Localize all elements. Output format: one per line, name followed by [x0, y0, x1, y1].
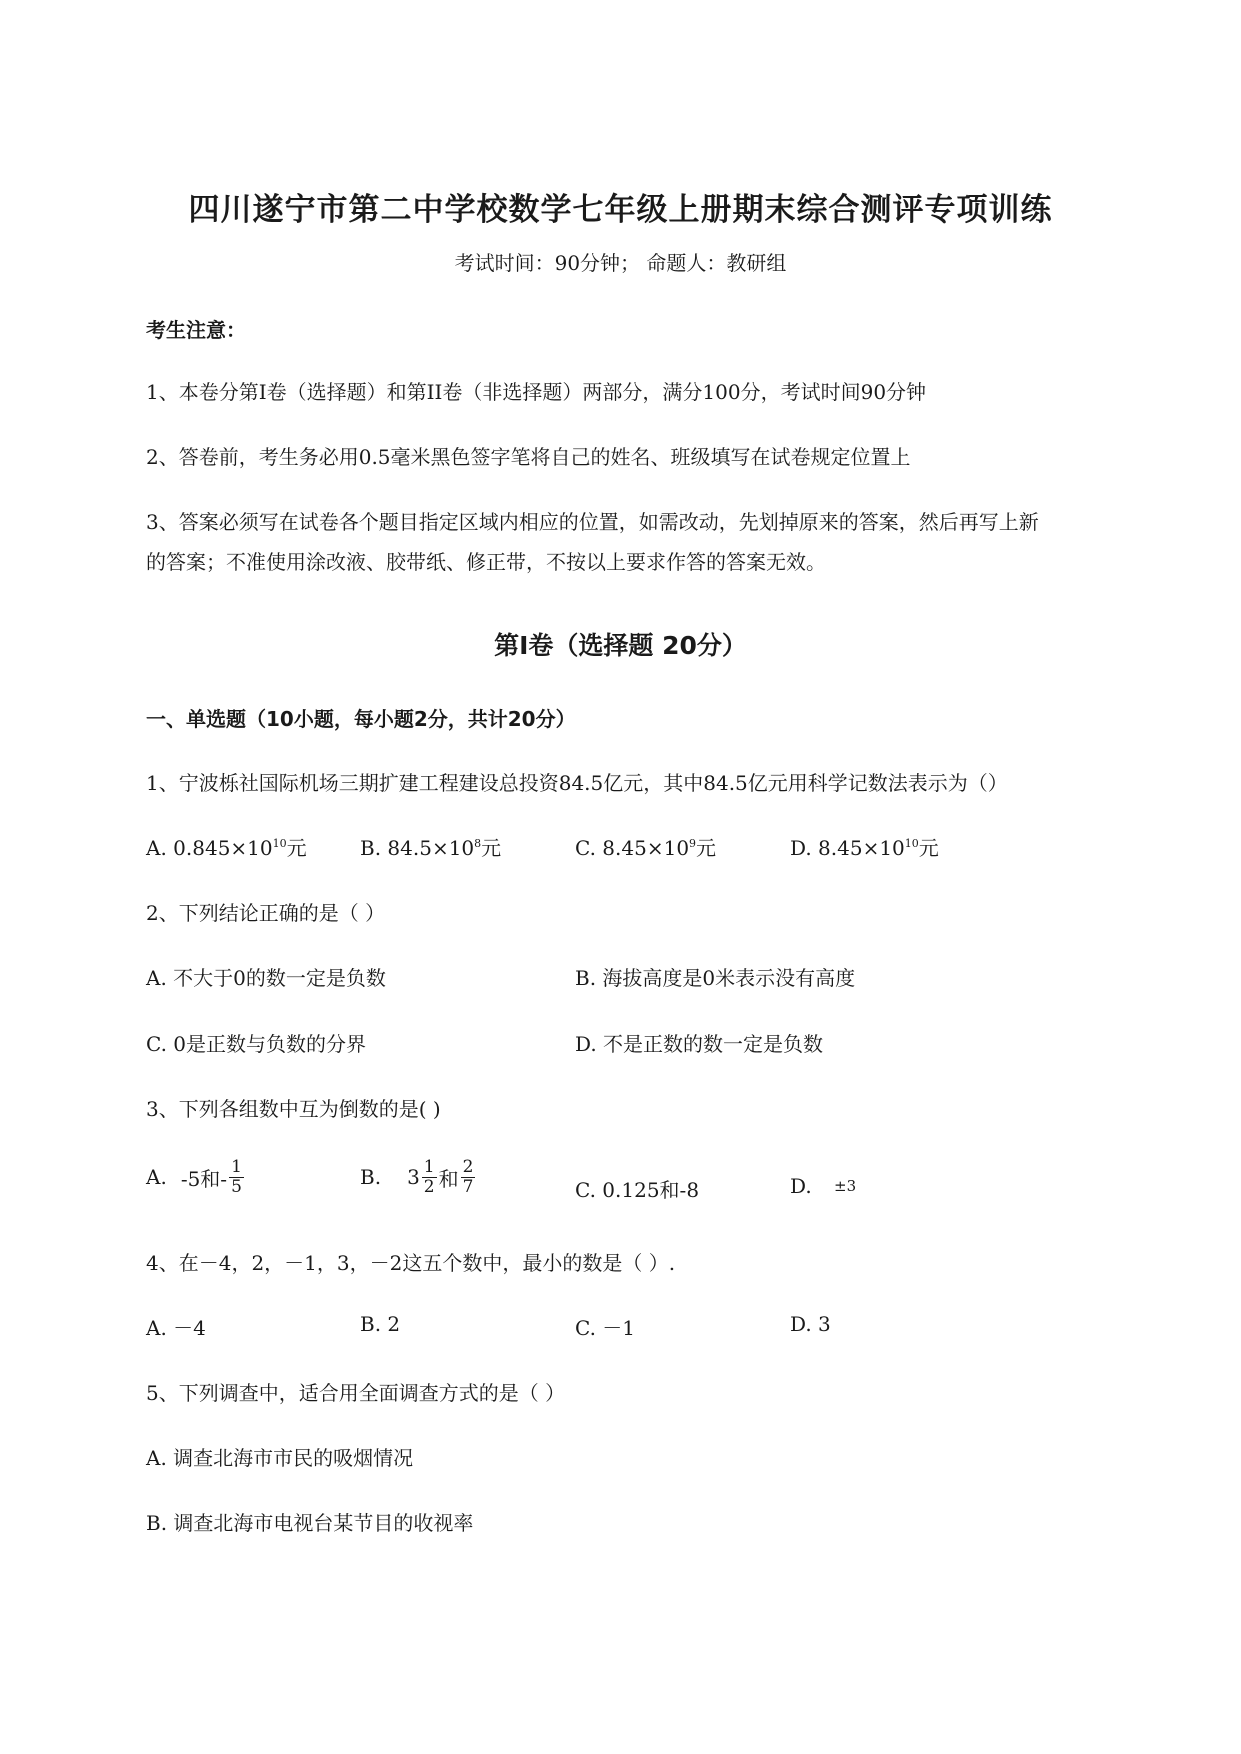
question-3-option-b: B. 3 $\frac{1}{2}$ 和 $\frac{2}{7}$: [360, 1157, 474, 1197]
question-2-option-d: D. 不是正数的数一定是负数: [575, 1032, 824, 1056]
notice-heading: 考生注意：: [146, 318, 246, 342]
question-3-option-c: C. 0.125和-8: [575, 1178, 700, 1202]
question-1-stem: 1、宁波栎社国际机场三期扩建工程建设总投资84.5亿元，其中84.5亿元用科学记数法表示为（）: [146, 771, 1008, 795]
question-3-option-a: A. -5和- $\frac{1}{5}$: [146, 1157, 242, 1197]
question-4-option-d: D. 3: [790, 1312, 831, 1336]
section-title: 第I卷（选择题 20分）: [494, 631, 747, 660]
notice-item-3-cont: 的答案；不准使用涂改液、胶带纸、修正带，不按以上要求作答的答案无效。: [146, 550, 826, 574]
fraction-two-sevenths: $\frac{2}{7}$: [462, 1157, 474, 1197]
question-2-option-c: C. 0是正数与负数的分界: [146, 1032, 367, 1056]
fraction-one-half: $\frac{1}{2}$: [423, 1157, 435, 1197]
question-5-stem: 5、下列调查中，适合用全面调查方式的是（ ）: [146, 1381, 566, 1405]
question-1-option-d: D. $8.45\times 10^{10}$元: [790, 836, 939, 860]
question-2-stem: 2、下列结论正确的是（ ）: [146, 901, 386, 925]
question-4-option-b: B. 2: [360, 1312, 401, 1336]
notice-item-2: 2、答卷前，考生务必用0.5毫米黑色签字笔将自己的姓名、班级填写在试卷规定位置上: [146, 445, 911, 469]
question-4-option-a: A. －4: [146, 1316, 206, 1340]
notice-item-1: 1、本卷分第I卷（选择题）和第II卷（非选择题）两部分，满分100分，考试时间90分钟: [146, 380, 927, 404]
fraction-one-fifth: $\frac{1}{5}$: [231, 1157, 242, 1197]
exam-info: 考试时间：90分钟； 命题人：教研组: [454, 251, 787, 275]
question-1-option-a: A. $0.845\times 10^{10}$元: [146, 836, 307, 860]
page-title: 四川遂宁市第二中学校数学七年级上册期末综合测评专项训练: [188, 192, 1053, 228]
part-heading: 一、单选题（10小题，每小题2分，共计20分）: [146, 707, 576, 731]
question-5-option-b: B. 调查北海市电视台某节目的收视率: [146, 1511, 474, 1535]
question-4-stem: 4、在－4，2，－1，3，－2这五个数中，最小的数是（ ）.: [146, 1251, 676, 1275]
question-1-option-b: B. $84.5\times 10^8$元: [360, 836, 502, 860]
question-2-option-a: A. 不大于0的数一定是负数: [146, 966, 386, 990]
question-1-option-c: C. $8.45\times 10^9$元: [575, 836, 717, 860]
notice-item-3: 3、答案必须写在试卷各个题目指定区域内相应的位置，如需改动，先划掉原来的答案，然后再写上新: [146, 510, 1039, 534]
question-5-option-a: A. 调查北海市市民的吸烟情况: [146, 1446, 414, 1470]
question-4-option-c: C. －1: [575, 1316, 636, 1340]
question-2-option-b: B. 海拔高度是0米表示没有高度: [575, 966, 856, 990]
question-3-stem: 3、下列各组数中互为倒数的是( ): [146, 1097, 441, 1121]
question-3-option-d: D. ±3: [790, 1174, 857, 1198]
